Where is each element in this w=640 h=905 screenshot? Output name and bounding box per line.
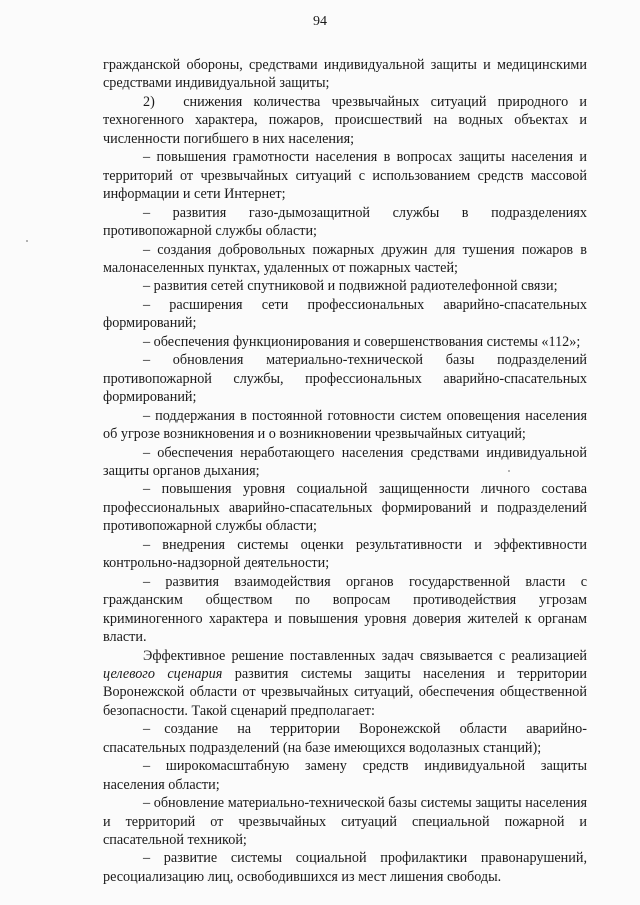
scenario-italic-term: целевого сценария bbox=[103, 665, 223, 682]
paragraph: – обновления материально-технической базы подразделений противопожарной службы, профессиональных аварийно-спасательных формирований; bbox=[103, 352, 587, 406]
page-number: 94 bbox=[313, 14, 327, 29]
paragraph: – развития газо-дымозащитной службы в подразделениях противопожарной службы области; bbox=[103, 204, 587, 240]
paragraph: – создания добровольных пожарных дружин для тушения пожаров в малонаселенных пунктах, удаленных от пожарных частей; bbox=[103, 241, 587, 276]
paragraph: – развитие системы социальной профилактики правонарушений, ресоциализацию лиц, освободившихся из мест лишения свободы. bbox=[103, 850, 587, 885]
scan-speck bbox=[508, 470, 510, 472]
scenario-text-before: Эффективное решение поставленных задач связывается с реализацией bbox=[143, 647, 587, 664]
paragraph: – обеспечения функционирования и совершенствования системы «112»; bbox=[143, 333, 581, 350]
paragraph: – обновление материально-технической базы системы защиты населения и территорий от чрезвычайных ситуаций специальной пожарной и спасательной техникой; bbox=[103, 795, 587, 849]
scenario-text-after: развития системы защиты населения и территории Воронежской области от чрезвычайных ситуаций, обеспечения общественной безопасности. Такой сценарий предполагает: bbox=[103, 665, 587, 719]
paragraph: – расширения сети профессиональных аварийно-спасательных формирований; bbox=[103, 296, 587, 332]
paragraph: – широкомасштабную замену средств индивидуальной защиты населения области; bbox=[103, 758, 587, 793]
paragraph: 2) снижения количества чрезвычайных ситуаций природного и техногенного характера, пожаров, происшествий на водных объектах и численности погибшего в них населения; bbox=[103, 93, 587, 147]
paragraph: гражданской обороны, средствами индивидуальной защиты и медицинскими средствами индивидуальной защиты; bbox=[103, 57, 587, 92]
paragraph-scenario bbox=[103, 647, 587, 721]
scan-speck bbox=[26, 240, 28, 242]
paragraph: – повышения уровня социальной защищенности личного состава профессиональных аварийно-спасательных формирований и подразделений противопожарной службы области; bbox=[103, 481, 587, 535]
paragraph: – создание на территории Воронежской области аварийно-спасательных подразделений (на базе имеющихся водолазных станций); bbox=[103, 721, 587, 756]
paragraph: – внедрения системы оценки результативности и эффективности контрольно-надзорной деятельности; bbox=[103, 536, 587, 572]
paragraph: – поддержания в постоянной готовности систем оповещения населения об угрозе возникновения и о возникновении чрезвычайных ситуаций; bbox=[103, 407, 587, 443]
body-text bbox=[103, 56, 587, 886]
paragraph: – развития сетей спутниковой и подвижной радиотелефонной связи; bbox=[143, 278, 558, 295]
paragraph: – повышения грамотности населения в вопросах защиты населения и территорий от чрезвычайных ситуаций с использованием средств массовой информации и сети Интернет; bbox=[103, 149, 587, 203]
paragraph: – обеспечения неработающего населения средствами индивидуальной защиты органов дыхания; bbox=[103, 444, 587, 479]
paragraph: – развития взаимодействия органов государственной власти с гражданским обществом по вопросам противодействия угрозам криминогенного характера и повышения уровня доверия жителей к органам власти. bbox=[103, 573, 587, 646]
